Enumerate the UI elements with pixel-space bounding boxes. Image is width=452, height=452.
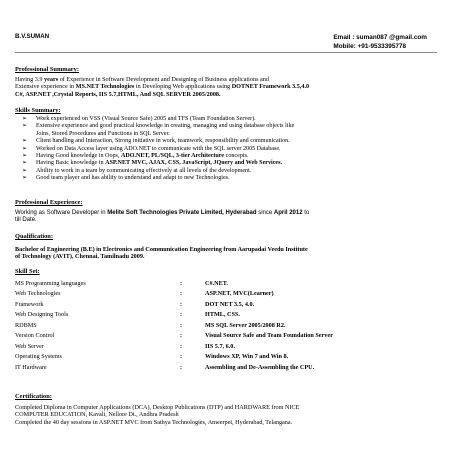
- contact-block: [333, 33, 427, 51]
- arrow-bullet-icon: ➢: [22, 175, 28, 182]
- certification-title: Certification:: [15, 393, 52, 400]
- summary-line-2-b: MS.NET Technologies: [75, 83, 135, 91]
- experience-since: since: [256, 210, 274, 216]
- certification-text: [15, 404, 430, 426]
- skill-colon: :: [180, 353, 183, 360]
- list-item: [22, 175, 430, 182]
- list-item: [22, 116, 430, 123]
- summary-line-2: [15, 83, 430, 90]
- experience-to: to: [302, 210, 310, 216]
- skills-summary-title: Skills Summary:: [15, 107, 61, 114]
- skill-colon: :: [180, 290, 183, 297]
- summary-line-1-rest: of Experience in Software Development and Designing of Business applications and: [58, 76, 269, 83]
- list-item-bold: ADO.NET, PL/SQL, 3-tier Architecture: [120, 153, 225, 160]
- certification-line-2: COMPUTER EDUCATION, Kavali, Nellore Dt., Andhra Pradesh: [15, 411, 179, 419]
- summary-text: [15, 76, 430, 98]
- list-item: [22, 146, 430, 153]
- mobile-line: Mobile: +91-9533395778: [333, 43, 407, 50]
- list-item-text: concepts.: [224, 153, 249, 160]
- skill-colon: :: [180, 311, 183, 318]
- arrow-bullet-icon: ➢: [22, 153, 28, 160]
- summary-line-3: [15, 91, 430, 98]
- list-item-text: Worked on Data Access layer using ADO.NET to communicate with the SQL server 2005 Database.: [36, 145, 281, 152]
- skill-key: Version Control: [15, 332, 55, 339]
- skill-key: Operating Systems: [15, 353, 62, 360]
- list-item-text: Extensive experience and good practical knowledge in creating, managing and using database objects like: [36, 123, 295, 130]
- qualification-title: Qualification:: [15, 233, 53, 240]
- arrow-bullet-icon: ➢: [22, 123, 28, 130]
- skill-colon: :: [180, 301, 183, 308]
- list-item-bold: ASP.NET MVC, AJAX, CSS, JavaScript, JQuery and Web Services.: [105, 160, 283, 167]
- skill-value: Windows XP, Win 7 and Win 8.: [205, 353, 289, 360]
- skill-value: HTML, CSS.: [205, 311, 240, 318]
- skill-colon: :: [180, 343, 183, 350]
- summary-title: Professional Summary:: [15, 66, 79, 73]
- list-item: [22, 153, 430, 160]
- list-item-text: Good team player and has ability to understand and adapt to new Technologies.: [36, 175, 230, 182]
- skill-value: ASP.NET, MVC(Learner): [205, 290, 274, 297]
- skill-key: Framework: [15, 301, 44, 308]
- skill-value: MS SQL Server 2005/2008 R2.: [205, 322, 286, 329]
- summary-years-label: years: [42, 76, 59, 83]
- experience-text: [15, 210, 430, 225]
- skill-value: Assembling and De-Assembling the CPU.: [205, 364, 315, 371]
- arrow-bullet-icon: ➢: [22, 160, 28, 167]
- list-item: [22, 160, 430, 167]
- list-item-text: Client handling and Interaction, Strong initiative in work, teamwork, responsibility and communication.: [36, 138, 290, 145]
- arrow-bullet-icon: ➢: [22, 116, 28, 122]
- qualification-text: [15, 246, 430, 261]
- list-item: [22, 138, 430, 145]
- certification-line-1: Completed Diploma in Computer Applications (DCA), Desktop Publications (DTP) and HARDWARE from NICE: [15, 404, 300, 411]
- skill-colon: :: [180, 280, 183, 287]
- skill-key: MS Programming languages: [15, 280, 86, 287]
- skill-colon: :: [180, 322, 183, 329]
- header-divider: [15, 52, 437, 53]
- qualification-line-2: of Technology (AVIT), Chennai, Tamilnadu 2009.: [15, 253, 145, 261]
- skill-colon: :: [180, 364, 183, 371]
- summary-years: Having 3.9: [15, 76, 43, 83]
- skills-summary-list: [22, 116, 430, 183]
- experience-role: Working as Software Developer in: [15, 210, 108, 216]
- skill-value: Visual Source Safe and Team Foundation Server: [205, 332, 333, 339]
- skill-colon: :: [180, 332, 183, 339]
- skill-key: RDBMS: [15, 322, 37, 329]
- skill-set-title: Skill Set:: [15, 268, 40, 275]
- skill-key: Web Designing Tools: [15, 311, 69, 318]
- skill-value: IIS 5.7, 6.0.: [205, 343, 235, 350]
- summary-line-2-d: DOTNET Framework 3.5,4.0: [231, 83, 310, 91]
- list-item: [22, 168, 430, 175]
- qualification-line-1: Bachelor of Engineering (B.E) in Electronics and Communication Engineering from Aarupadai Veedu Institute: [15, 246, 308, 253]
- skill-value: C#.NET.: [205, 280, 228, 287]
- arrow-bullet-icon: ➢: [22, 167, 28, 174]
- skill-key: IT Hardware: [15, 364, 47, 371]
- arrow-bullet-icon: ➢: [22, 145, 28, 152]
- list-item-text: Having Basic knowledge in: [36, 160, 106, 167]
- experience-company: Melite Soft Technologies Private Limited, Hyderabad: [107, 210, 257, 216]
- skill-value: DOT NET 3.5, 4.0.: [205, 301, 255, 308]
- summary-line-2-c: in Developing Web applications using: [134, 83, 232, 91]
- arrow-bullet-icon: ➢: [22, 138, 28, 145]
- experience-title: Professional Experience:: [15, 199, 83, 206]
- skill-key: Web Server: [15, 343, 44, 350]
- list-item-continuation: [22, 131, 430, 138]
- summary-line-2-a: Extensive experience in: [15, 83, 76, 91]
- list-item-text: Ability to work in a team by communicating effectively at all levels of the development.: [36, 167, 252, 174]
- certification-line-3: Completed the 40 day sessions in ASP.NET MVC from Sathya Technologies, Ameerpet, Hyderabad, Telangana.: [15, 418, 293, 426]
- summary-line-3-text: C#, ASP.NET ,Crystal Reports, IIS 5.7,HTML, And SQL SERVER 2005/2008.: [15, 90, 221, 98]
- list-item-text: Having Good knowledge in Oops,: [36, 153, 121, 160]
- list-item-text: Joins, Stored Procedures and Functions in SQL Server.: [36, 130, 170, 137]
- list-item: [22, 123, 430, 130]
- experience-line-2: till Date.: [15, 217, 37, 224]
- summary-line-1: [15, 76, 430, 83]
- email-line: Email : suman087 @gmail.com: [333, 34, 427, 41]
- candidate-name: B.V.SUMAN: [15, 33, 50, 40]
- experience-start-date: April 2012: [273, 210, 303, 216]
- experience-line-1: [15, 210, 430, 217]
- list-item-text: Work experienced on VSS (Visual Source Safe) 2005 and TFS (Team Foundation Server).: [36, 116, 256, 122]
- skill-key: Web Technologies: [15, 290, 61, 297]
